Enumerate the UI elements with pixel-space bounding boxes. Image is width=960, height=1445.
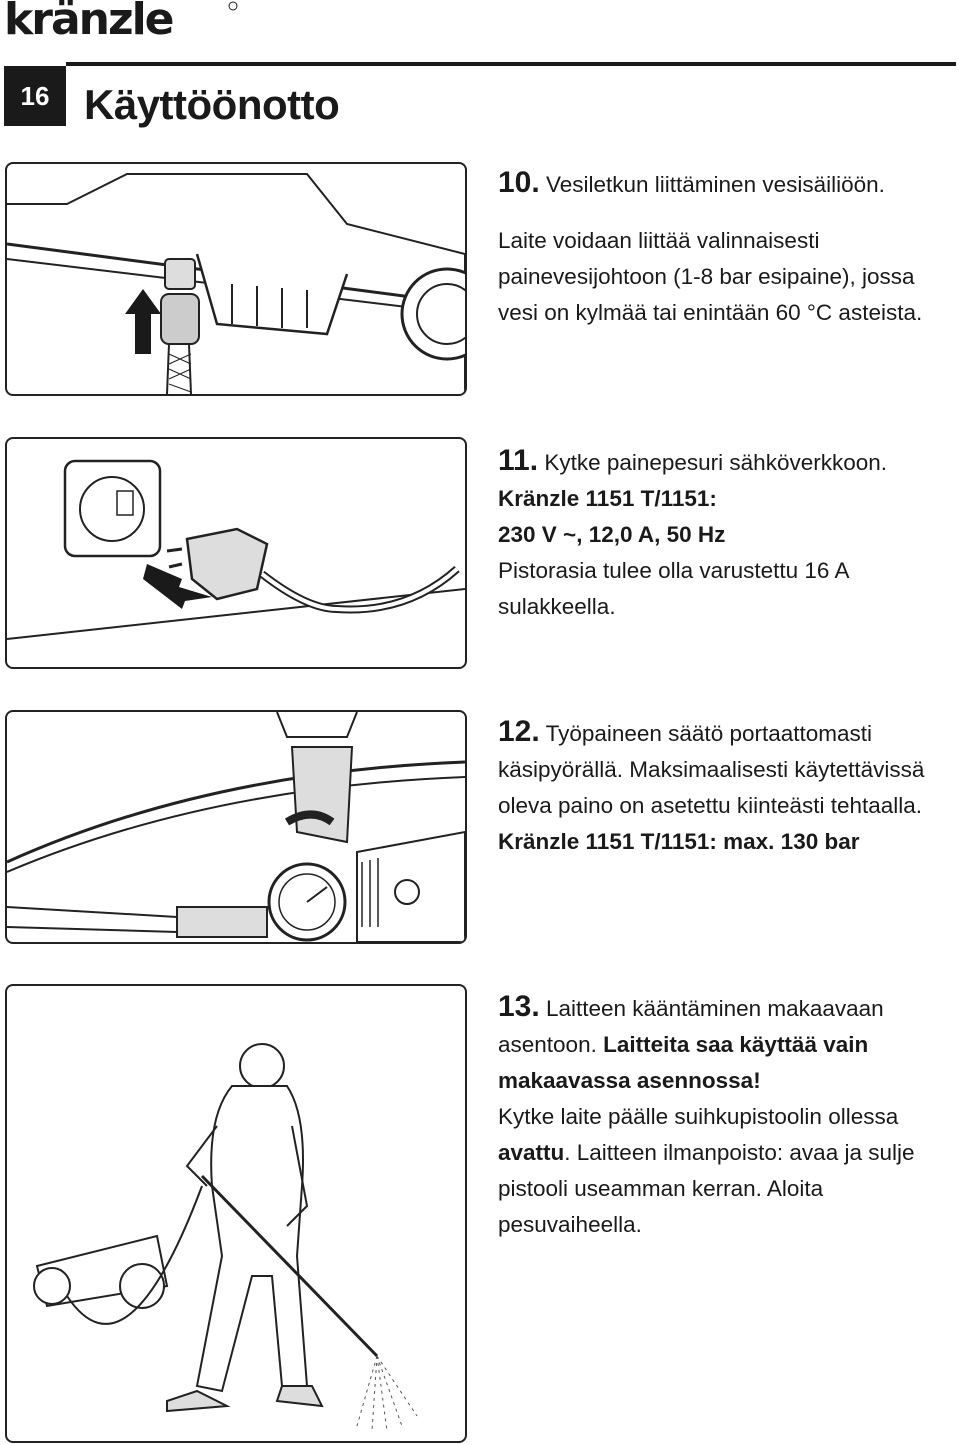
step-text-line: vesi on kylmää tai enintään 60 °C asteista. [498,300,923,325]
step-heading: Kytke painepesuri sähköverkkoon. [538,450,888,475]
step-number: 10. [498,166,540,199]
spray-jet [357,1356,417,1431]
pressure-regulator-drawing [7,712,465,942]
step-heading: Laitteen kääntäminen makaavaan [539,996,884,1021]
step-text-line: pesuvaiheella. [498,1212,642,1237]
illustration-hose-connection [5,162,467,396]
step-text-line: Pistorasia tulee olla varustettu 16 A [498,558,850,583]
step-10 [498,165,954,331]
step-text: asentoon. [498,1032,604,1057]
operator-head-icon [240,1044,284,1088]
step-heading: Vesiletkun liittäminen vesisäiliöön. [539,172,885,197]
step-13 [498,989,954,1243]
operator-drawing [7,986,465,1441]
step-text-line: painevesijohtoon (1-8 bar esipaine), jossa [498,264,915,289]
step-spec-line: 230 V ~, 12,0 A, 50 Hz [498,522,726,547]
step-text-line: Kytke laite päälle suihkupistoolin ollessa [498,1104,899,1129]
step-12 [498,714,954,860]
registered-mark-icon [229,2,237,10]
step-text-line: sulakkeella. [498,594,616,619]
step-emphasis: avattu [498,1140,565,1165]
step-text-line: Laite voidaan liittää valinnaisesti [498,228,820,253]
page-title: Käyttöönotto [84,81,340,128]
illustration-operator-spraying [5,984,467,1443]
page-number: 16 [4,66,66,126]
step-warning: makaavassa asennossa! [498,1068,761,1093]
step-text-line: käsipyörällä. Maksimaalisesti käytettävissä [498,757,925,782]
step-11 [498,443,954,625]
kranzle-logo [4,0,244,40]
header-rule [66,62,956,66]
power-plug-drawing [7,439,465,667]
up-arrow-icon [125,289,161,354]
step-warning: Laitteita saa käyttää vain [603,1032,869,1057]
step-number: 11. [498,444,539,477]
logo-wordmark: kränzle [4,0,173,40]
step-text-line: oleva paino on asetettu kiinteästi tehtaalla. [498,793,923,818]
hose-connection-drawing [7,164,465,394]
step-number: 12. [498,715,540,748]
step-spec-line: Kränzle 1151 T/1151: max. 130 bar [498,829,860,854]
illustration-pressure-regulator [5,710,467,944]
step-heading: Työpaineen säätö portaattomasti [539,721,873,746]
step-number: 13. [498,990,540,1023]
step-text: . Laitteen ilmanpoisto: avaa ja sulje [564,1140,915,1165]
step-spec-line: Kränzle 1151 T/1151: [498,486,717,511]
step-text-line: pistooli useamman kerran. Aloita [498,1176,824,1201]
illustration-power-plug [5,437,467,669]
